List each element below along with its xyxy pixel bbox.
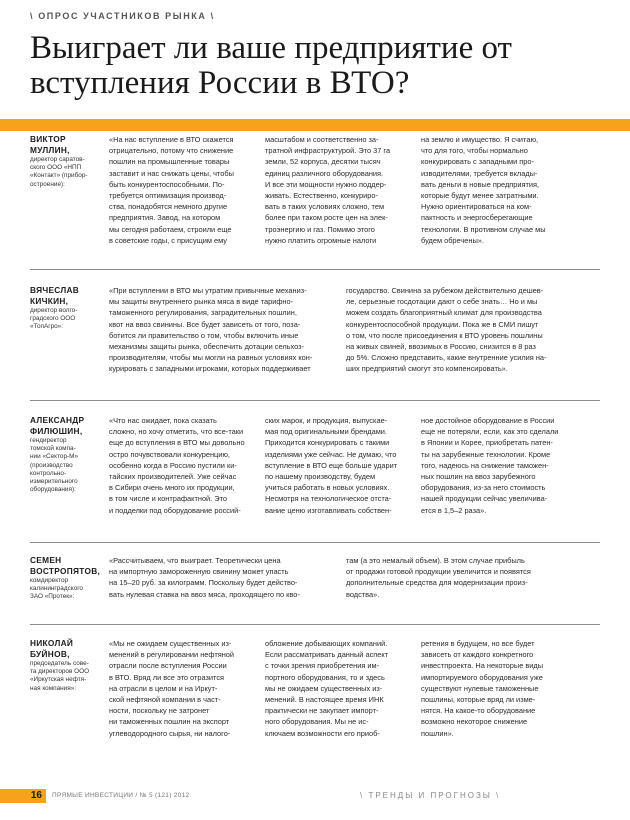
quote-line: нятся. На какое-то оборудование xyxy=(421,706,536,716)
respondent-name-line: БУЙНОВ, xyxy=(30,648,70,659)
respondent-role-line: ского ООО «НПП xyxy=(30,164,82,172)
quote-line: предприятия. Завод, на котором xyxy=(109,213,221,223)
quote-line: изводителями, требуется вклады- xyxy=(421,168,538,178)
quote-line: существуют нулевые таможенные xyxy=(421,683,539,693)
quote-line: дополнительные средства для модернизации произ- xyxy=(346,578,528,588)
quote-column xyxy=(421,134,571,246)
quote-column xyxy=(109,415,259,516)
quote-line: сложно, но хочу отметить, что все-таки xyxy=(109,427,244,437)
entry-separator xyxy=(30,269,600,270)
quote-line: водства». xyxy=(346,589,380,599)
quote-line: тайских производителей. Уже сейчас xyxy=(109,472,237,482)
quote-line: производителям, чтобы мы могли на равных условиях кон- xyxy=(109,353,313,363)
quote-line: Если рассматривать данный аспект xyxy=(265,650,389,660)
quote-line: «При вступлении в ВТО мы утратим привычные механиз- xyxy=(109,286,307,295)
quote-line: ного оборудования. Мы не ис- xyxy=(265,717,369,727)
quote-line: в советские годы, с присущим ему xyxy=(109,235,228,245)
quote-line: ства, понадобятся немного другие xyxy=(109,202,228,212)
respondent-role xyxy=(30,660,102,693)
quote-line: и подделки под оборудование россий- xyxy=(109,505,241,515)
quote-line: пошлин на промышленные товары xyxy=(109,157,230,167)
quote-line: «Рассчитываем, что выиграет. Теоретически цена xyxy=(109,556,281,565)
quote-line: пошлины, которые вряд ли изме- xyxy=(421,695,536,705)
respondent-role-line: комдиректор xyxy=(30,577,69,584)
quote-line: практически не закупает импорт- xyxy=(265,706,379,716)
quote-line: на 15–20 руб. за килограмм. Поскольку будет действо- xyxy=(109,578,298,588)
issue-info: ПРЯМЫЕ ИНВЕСТИЦИИ / № 5 (121) 2012 xyxy=(52,792,190,799)
quote-line: быть конкурентоспособными. По- xyxy=(109,179,225,189)
quote-line: более при таком росте цен на элек- xyxy=(265,213,388,223)
quote-line: ретения в будущем, но все будет xyxy=(421,639,535,648)
quote-line: по нашему производству, будем xyxy=(265,472,376,482)
quote-line: с точки зрения приобретения им- xyxy=(265,661,380,671)
quote-line: обложение добывающих компаний. xyxy=(265,639,388,648)
quote-line: до 5%. Сложно представить, какие внутренние усилия на- xyxy=(346,353,547,363)
entry-separator xyxy=(30,624,600,625)
quote-line: особенно когда в Россию пустили ки- xyxy=(109,460,237,470)
quote-line: «Что нас ожидает, пока сказать xyxy=(109,416,217,425)
respondent-role-line: директор волго- xyxy=(30,307,78,314)
respondent-name-line: ФИЛЮШИН, xyxy=(30,425,83,436)
respondent-name xyxy=(30,285,102,306)
quote-column xyxy=(265,134,415,246)
respondent-role xyxy=(30,156,102,189)
respondent-role-line: «ТопАгро»: xyxy=(30,323,64,331)
quote-line: вать в таких условиях сложно, тем xyxy=(265,202,385,212)
quote-line: конкурентоспособной продукции. Пока же в СМИ пишут xyxy=(346,319,539,329)
quote-line: того, надеюсь на снижение таможен- xyxy=(421,460,549,470)
quote-column xyxy=(346,555,576,600)
quote-line: пошлин». xyxy=(421,728,454,738)
quote-column xyxy=(265,638,415,739)
quote-line: остро почувствовали конкуренцию, xyxy=(109,449,230,459)
quote-line: мы не ожидаем существенных из- xyxy=(265,683,383,693)
quote-line: мы защиты внутреннего рынка мяса в виде тарифно- xyxy=(109,297,294,307)
quote-line: мая под оригинальными брендами. xyxy=(265,427,387,437)
quote-line: что для того, чтобы нормально xyxy=(421,146,528,156)
quote-line: там (а это немалый объем). В этом случае прибыль xyxy=(346,556,525,565)
quote-line: пактность и энергосберегающие xyxy=(421,213,533,223)
quote-line: конкурировать с западными про- xyxy=(421,157,534,167)
quote-column xyxy=(421,638,571,739)
quote-column xyxy=(346,285,576,375)
quote-line: тратной инфраструктурой. Это 37 га xyxy=(265,146,391,156)
quote-line: инвестпроекта. На некоторые виды xyxy=(421,661,544,671)
quote-line: мы сегодня работаем, строили еще xyxy=(109,224,232,234)
respondent-role-line: томской компа- xyxy=(30,445,76,453)
quote-line: оборудования, из-за него стоимость xyxy=(421,483,546,493)
respondent-role xyxy=(30,307,102,332)
quote-line: изделиями уже сейчас. Не думаю, что xyxy=(265,449,397,459)
respondent-name xyxy=(30,134,102,155)
quote-line: в том числе и контрафактной. Это xyxy=(109,494,228,504)
quote-line: можем создать благоприятный климат для производства xyxy=(346,308,542,318)
quote-line: на землю и имущество. Я считаю, xyxy=(421,135,539,144)
respondent-role-line: директор саратов- xyxy=(30,156,85,163)
quote-column xyxy=(265,415,415,516)
quote-column xyxy=(109,134,259,246)
quote-line: Нужно ориентироваться на ком- xyxy=(421,202,532,212)
quote-line: учиться работать в новых условиях. xyxy=(265,483,390,493)
respondent-role-line: «Контакт» (прибор- xyxy=(30,172,88,180)
respondent-role-line: гендиректор xyxy=(30,437,67,444)
quote-line: менений в регулировании нефтяной xyxy=(109,650,235,660)
respondent-name-line: СЕМЕН xyxy=(30,555,62,565)
page-title: Выиграет ли ваше предприятие от вступления России в ВТО? xyxy=(30,30,512,101)
quote-line: отрасли после вступления России xyxy=(109,661,227,671)
quote-line: ской нефтяной компании в част- xyxy=(109,695,221,705)
quote-line: в ВТО. Вряд ли все это отразится xyxy=(109,672,225,682)
respondent-name xyxy=(30,555,102,576)
quote-line: зависеть от каждого конкретного xyxy=(421,650,534,660)
quote-line: ских марок, и продукция, выпускае- xyxy=(265,416,388,425)
quote-line: «На нас вступление в ВТО скажется xyxy=(109,135,234,144)
quote-line: Несмотря на технологическое отста- xyxy=(265,494,392,504)
quote-line: ших предприятий смогут это компенсировать». xyxy=(346,364,508,374)
quote-line: ное достойное оборудование в России xyxy=(421,416,555,425)
quote-line: заставит и нас снижать цены, чтобы xyxy=(109,168,234,178)
quote-line: отрицательно, потому что снижение xyxy=(109,146,234,156)
quote-line: ется в 1,5–2 раза». xyxy=(421,505,487,515)
respondent-name xyxy=(30,638,102,659)
quote-column xyxy=(109,555,339,600)
quote-line: «Мы не ожидаем существенных из- xyxy=(109,639,232,648)
respondent-role-line: (производство xyxy=(30,461,73,469)
quote-line: на живых свиней, ввозимых в Россию, снизится в 8 раз xyxy=(346,342,536,352)
respondent-role-line: остроение): xyxy=(30,180,65,188)
quote-line: механизмы защиты рынка, обеспечить дотации сельхоз- xyxy=(109,342,304,352)
quote-line: И все эти мощности нужно поддер- xyxy=(265,179,387,189)
quote-line: единиц различного оборудования. xyxy=(265,168,384,178)
respondent-role-line: градского ООО xyxy=(30,315,76,323)
respondent-role xyxy=(30,437,102,494)
quote-line: нужно платить огромные налоги xyxy=(265,235,377,245)
quote-line: вступление в ВТО еще больше ударит xyxy=(265,460,398,470)
quote-line: живать. Естественно, конкуриро- xyxy=(265,191,378,201)
section-kicker: \ ОПРОС УЧАСТНИКОВ РЫНКА \ xyxy=(30,11,215,21)
quote-line: требуется оптимизация производ- xyxy=(109,191,227,201)
respondent-role xyxy=(30,577,102,602)
respondent-role-line: ЗАО «Протек»: xyxy=(30,593,75,601)
quote-line: портного оборудования, то и здесь xyxy=(265,672,385,682)
respondent-role-line: «Иркутская нефтя- xyxy=(30,676,87,684)
quote-line: ты на зарубежные технологии. Кроме xyxy=(421,449,551,459)
quote-line: в Сибири очень много их продукции, xyxy=(109,483,235,493)
quote-line: вание ценю изготавливать собствен- xyxy=(265,505,392,515)
quote-line: квот на ввоз свинины. Все будет зависеть от того, поза- xyxy=(109,319,301,329)
respondent-role-line: калининградского xyxy=(30,585,83,593)
quote-column xyxy=(109,638,259,739)
respondent-role-line: нии «Сектор-М» xyxy=(30,453,79,461)
entry-separator xyxy=(30,542,600,543)
quote-line: государство. Свинина за рубежом действительно дешев- xyxy=(346,286,544,295)
quote-line: ключаем возможности его приоб- xyxy=(265,728,380,738)
quote-column xyxy=(421,415,571,516)
quote-line: которые будут менее затратными. xyxy=(421,191,539,201)
respondent-name-line: НИКОЛАЙ xyxy=(30,638,74,648)
respondent-name xyxy=(30,415,102,436)
quote-line: ле, серьезные госдотации дают о себе знать… Но и мы xyxy=(346,297,538,307)
quote-line: еще не потеряли, если, как это сделали xyxy=(421,427,559,437)
respondent-name-line: ВИКТОР xyxy=(30,134,66,144)
respondent-name-line: КИЧКИН, xyxy=(30,295,69,306)
quote-line: о том, что после присоединения к ВТО уровень пошлины xyxy=(346,330,543,340)
quote-line: технологии. В противном случае мы xyxy=(421,224,546,234)
entry-separator xyxy=(30,400,600,401)
respondent-name-line: МУЛЛИН, xyxy=(30,144,70,155)
quote-line: земли, 52 корпуса, десятки тысяч xyxy=(265,157,381,167)
quote-line: на отрасли в целом и на Иркут- xyxy=(109,683,218,693)
respondent-role-line: контрольно- xyxy=(30,469,67,477)
respondent-name-line: АЛЕКСАНДР xyxy=(30,415,85,425)
respondent-name-line: ВОСТРОПЯТОВ, xyxy=(30,565,101,576)
quote-line: еще до вступления в ВТО мы довольно xyxy=(109,438,245,448)
quote-line: таможенного регулирования, заградительных пошлин, xyxy=(109,308,297,318)
respondent-role-line: та директоров ООО xyxy=(30,668,90,676)
respondent-role-line: измерительного xyxy=(30,478,78,486)
quote-line: углеводородного сырья, ни налого- xyxy=(109,728,231,738)
respondent-role-line: оборудования): xyxy=(30,486,76,494)
quote-line: возможно некоторое снижение xyxy=(421,717,528,727)
section-footer: \ ТРЕНДЫ И ПРОГНОЗЫ \ xyxy=(360,791,501,800)
quote-line: менений. В настоящее время ИНК xyxy=(265,695,384,705)
page-number: 16 xyxy=(0,789,46,803)
respondent-role-line: председатель сове- xyxy=(30,660,89,667)
accent-bar xyxy=(0,119,630,131)
quote-line: на импортную замороженную свинину может упасть xyxy=(109,567,289,577)
respondent-role-line: ная компания»: xyxy=(30,684,77,692)
quote-line: вать нулевая ставка на ввоз мяса, проходящего по кво- xyxy=(109,589,300,599)
respondent-name-line: ВЯЧЕСЛАВ xyxy=(30,285,80,295)
quote-line: вать деньги в новые предприятия, xyxy=(421,179,540,189)
quote-line: импортируемого оборудования уже xyxy=(421,672,543,682)
quote-line: масштабом и соответственно за- xyxy=(265,135,379,144)
quote-line: нашей продукции сейчас увеличива- xyxy=(421,494,548,504)
quote-line: ботится ли правительство о том, чтобы включить иные xyxy=(109,330,299,340)
quote-line: от продажи готовой продукции увеличится и появятся xyxy=(346,567,531,577)
quote-line: ни таможенных пошлин на экспорт xyxy=(109,717,230,727)
quote-column xyxy=(109,285,339,375)
quote-line: ности, поскольку не затронет xyxy=(109,706,210,716)
quote-line: троэнергию и газ. Помимо этого xyxy=(265,224,375,234)
quote-line: курировать с западными игроками, которых поддерживает xyxy=(109,364,311,374)
quote-line: ных пошлин на ввоз зарубежного xyxy=(421,472,536,482)
quote-line: в Японии и Корее, приобретать патен- xyxy=(421,438,553,448)
quote-line: Приходится конкурировать с такими xyxy=(265,438,390,448)
quote-line: будем обречены». xyxy=(421,235,484,245)
